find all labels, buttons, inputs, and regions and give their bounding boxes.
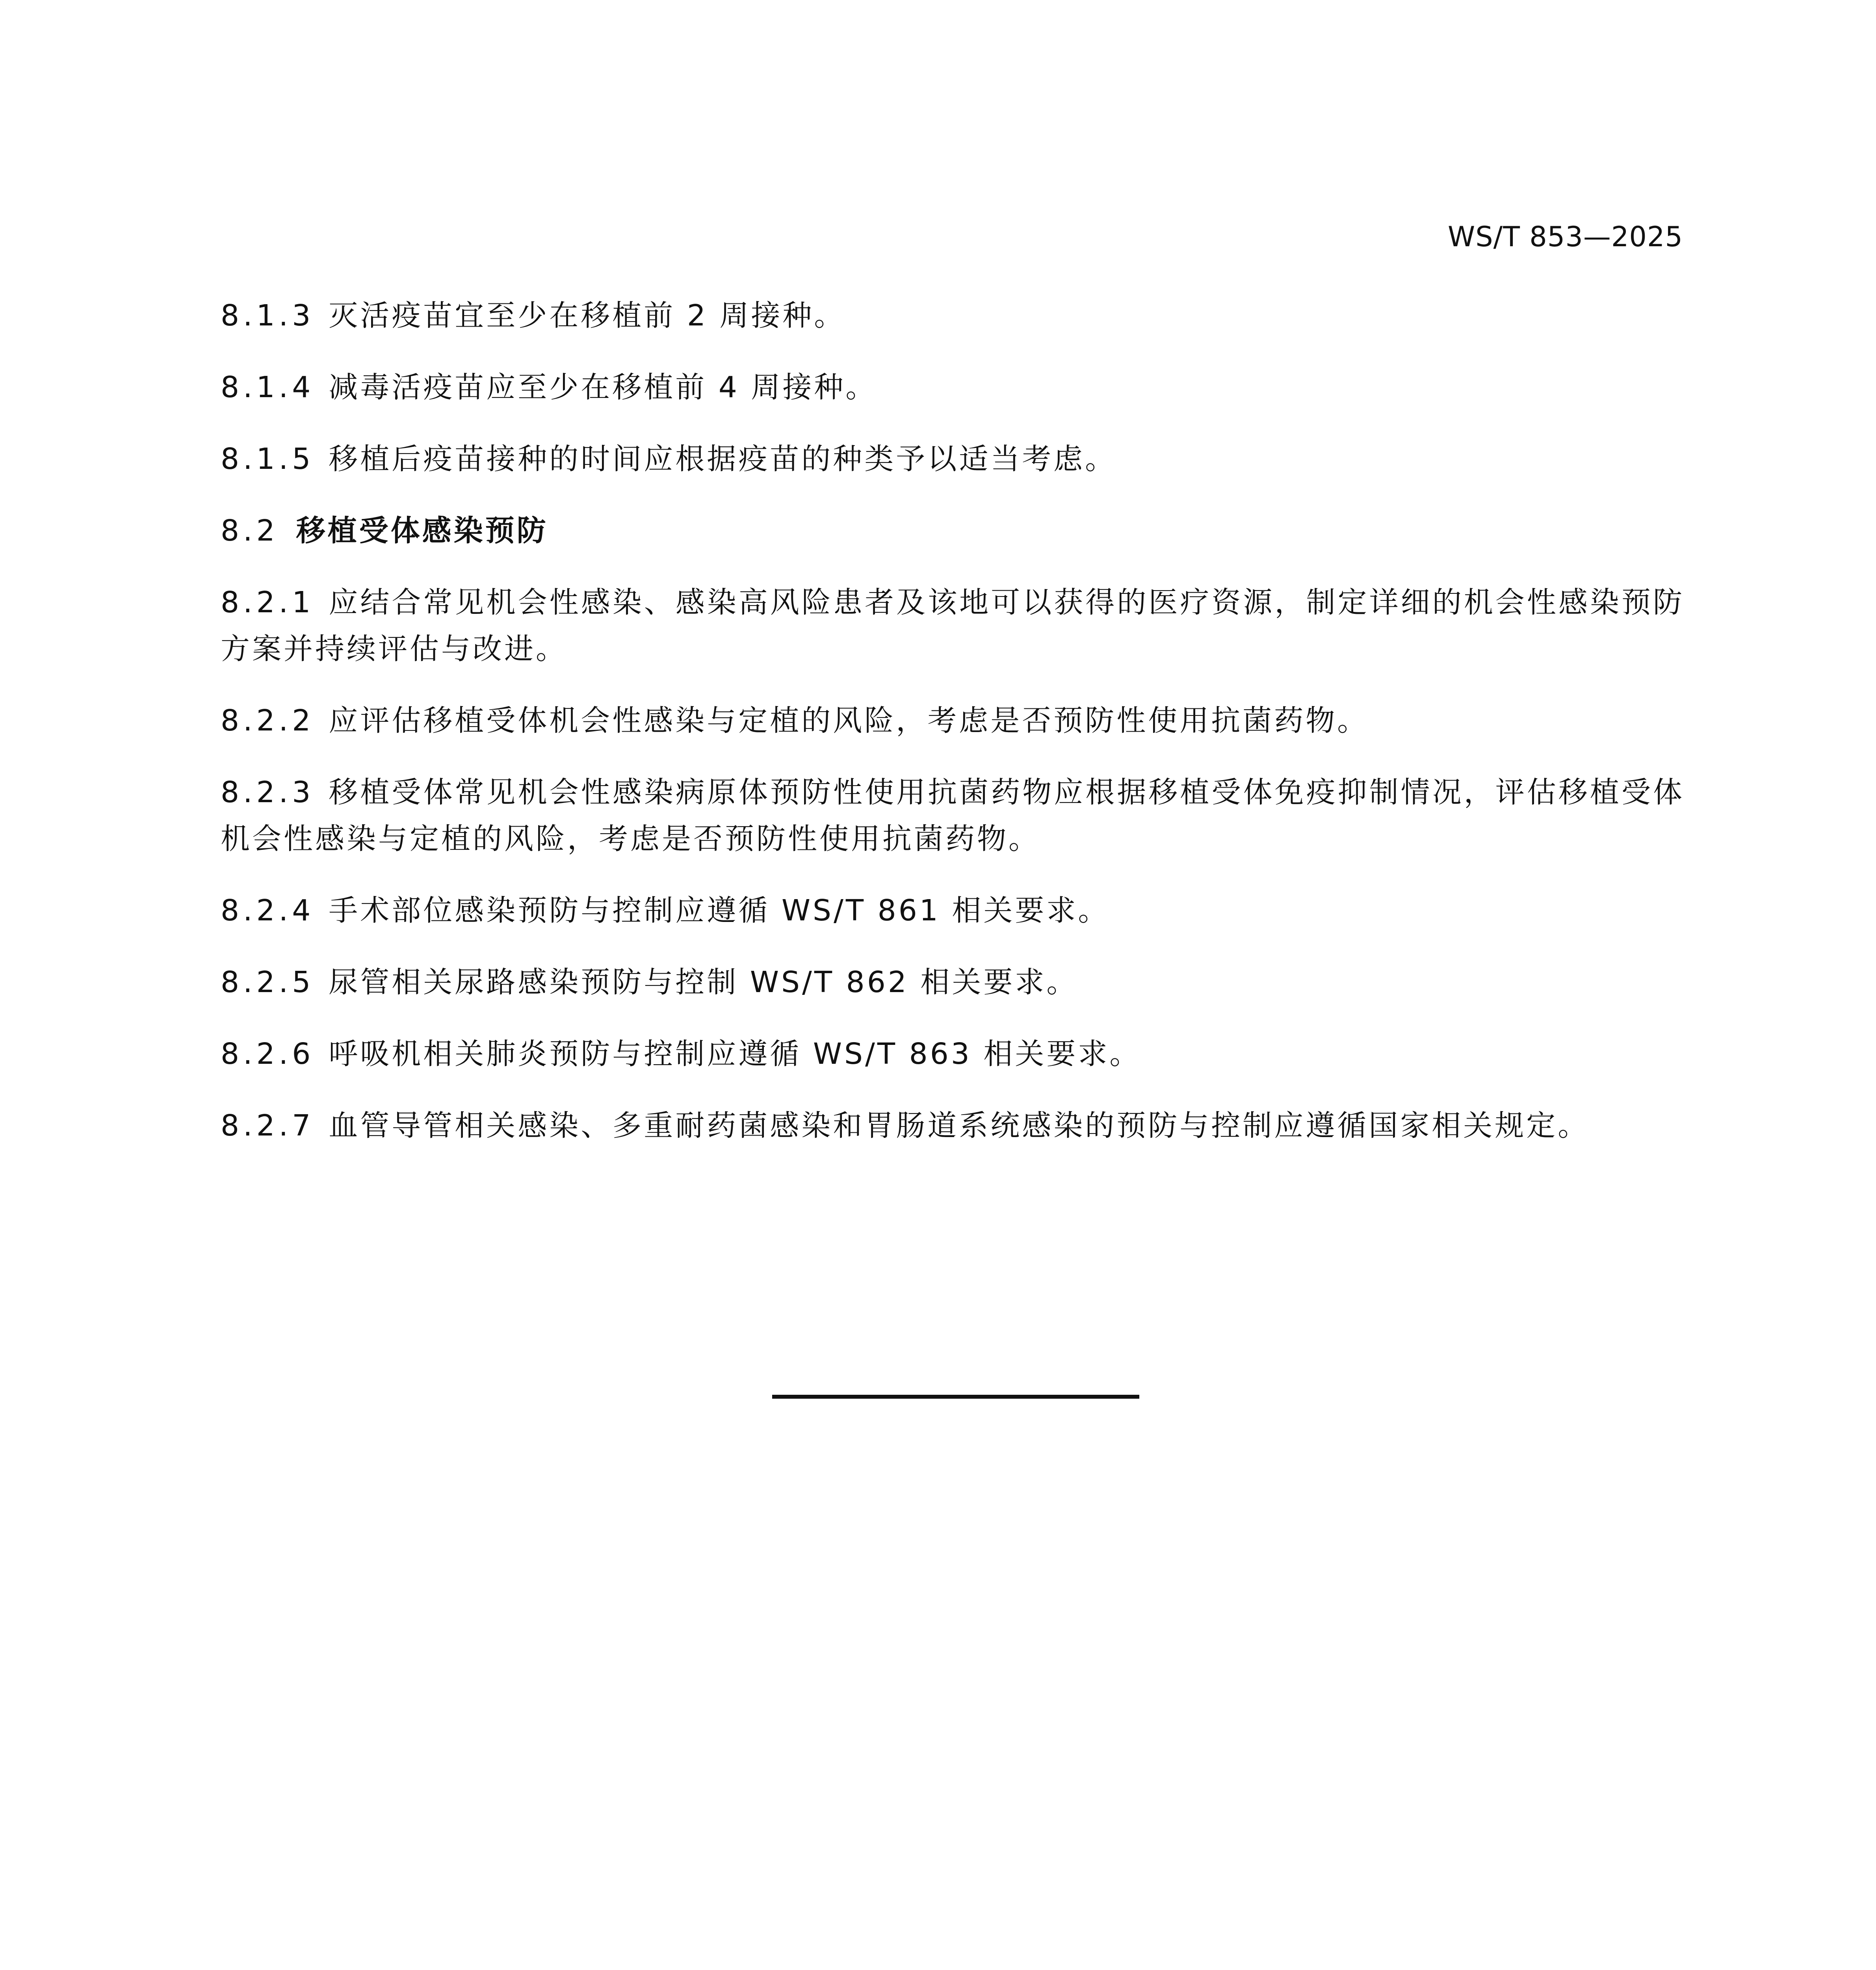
clause-text: 手术部位感染预防与控制应遵循 WS/T 861 相关要求。 [329, 894, 1110, 927]
clause-number: 8.2.5 [221, 965, 315, 999]
clause-text: 血管导管相关感染、多重耐药菌感染和胃肠道系统感染的预防与控制应遵循国家相关规定。 [329, 1109, 1590, 1143]
clause-8-2-6 [221, 1031, 1685, 1077]
section-title: 移植受体感染预防 [296, 514, 548, 548]
end-of-document-rule [772, 1395, 1139, 1399]
clause-text: 移植受体常见机会性感染病原体预防性使用抗菌药物应根据移植受体免疫抑制情况，评估移植受体机会性感染与定植的风险，考虑是否预防性使用抗菌药物。 [221, 775, 1685, 856]
clause-8-2-5 [221, 959, 1685, 1005]
clause-number: 8.2.1 [221, 585, 315, 619]
clause-number: 8.1.3 [221, 299, 315, 333]
clause-text: 灭活疫苗宜至少在移植前 2 周接种。 [329, 299, 846, 333]
clause-8-1-5 [221, 436, 1685, 482]
clause-number: 8.2.4 [221, 894, 315, 927]
document-body [221, 292, 1685, 1174]
clause-text: 减毒活疫苗应至少在移植前 4 周接种。 [329, 370, 877, 404]
clause-number: 8.1.5 [221, 442, 315, 476]
clause-8-2-4 [221, 887, 1685, 934]
clause-number: 8.1.4 [221, 370, 315, 404]
clause-8-1-4 [221, 364, 1685, 411]
clause-number: 8.2.7 [221, 1109, 315, 1143]
clause-8-2-3 [221, 769, 1685, 862]
clause-text: 移植后疫苗接种的时间应根据疫苗的种类予以适当考虑。 [329, 442, 1117, 476]
clause-text: 应评估移植受体机会性感染与定植的风险，考虑是否预防性使用抗菌药物。 [329, 704, 1369, 738]
section-heading-8-2 [221, 507, 1685, 554]
clause-text: 应结合常见机会性感染、感染高风险患者及该地可以获得的医疗资源，制定详细的机会性感染预防方案并持续评估与改进。 [221, 585, 1685, 666]
clause-number: 8.2.6 [221, 1037, 315, 1071]
clause-number: 8.2.3 [221, 775, 315, 809]
standard-number: WS/T 853—2025 [1448, 221, 1683, 253]
clause-8-2-1 [221, 579, 1685, 672]
section-number: 8.2 [221, 514, 279, 548]
clause-number: 8.2.2 [221, 704, 315, 738]
clause-8-2-2 [221, 697, 1685, 744]
clause-text: 尿管相关尿路感染预防与控制 WS/T 862 相关要求。 [329, 965, 1078, 999]
clause-text: 呼吸机相关肺炎预防与控制应遵循 WS/T 863 相关要求。 [329, 1037, 1141, 1071]
clause-8-2-7 [221, 1102, 1685, 1149]
clause-8-1-3 [221, 292, 1685, 339]
